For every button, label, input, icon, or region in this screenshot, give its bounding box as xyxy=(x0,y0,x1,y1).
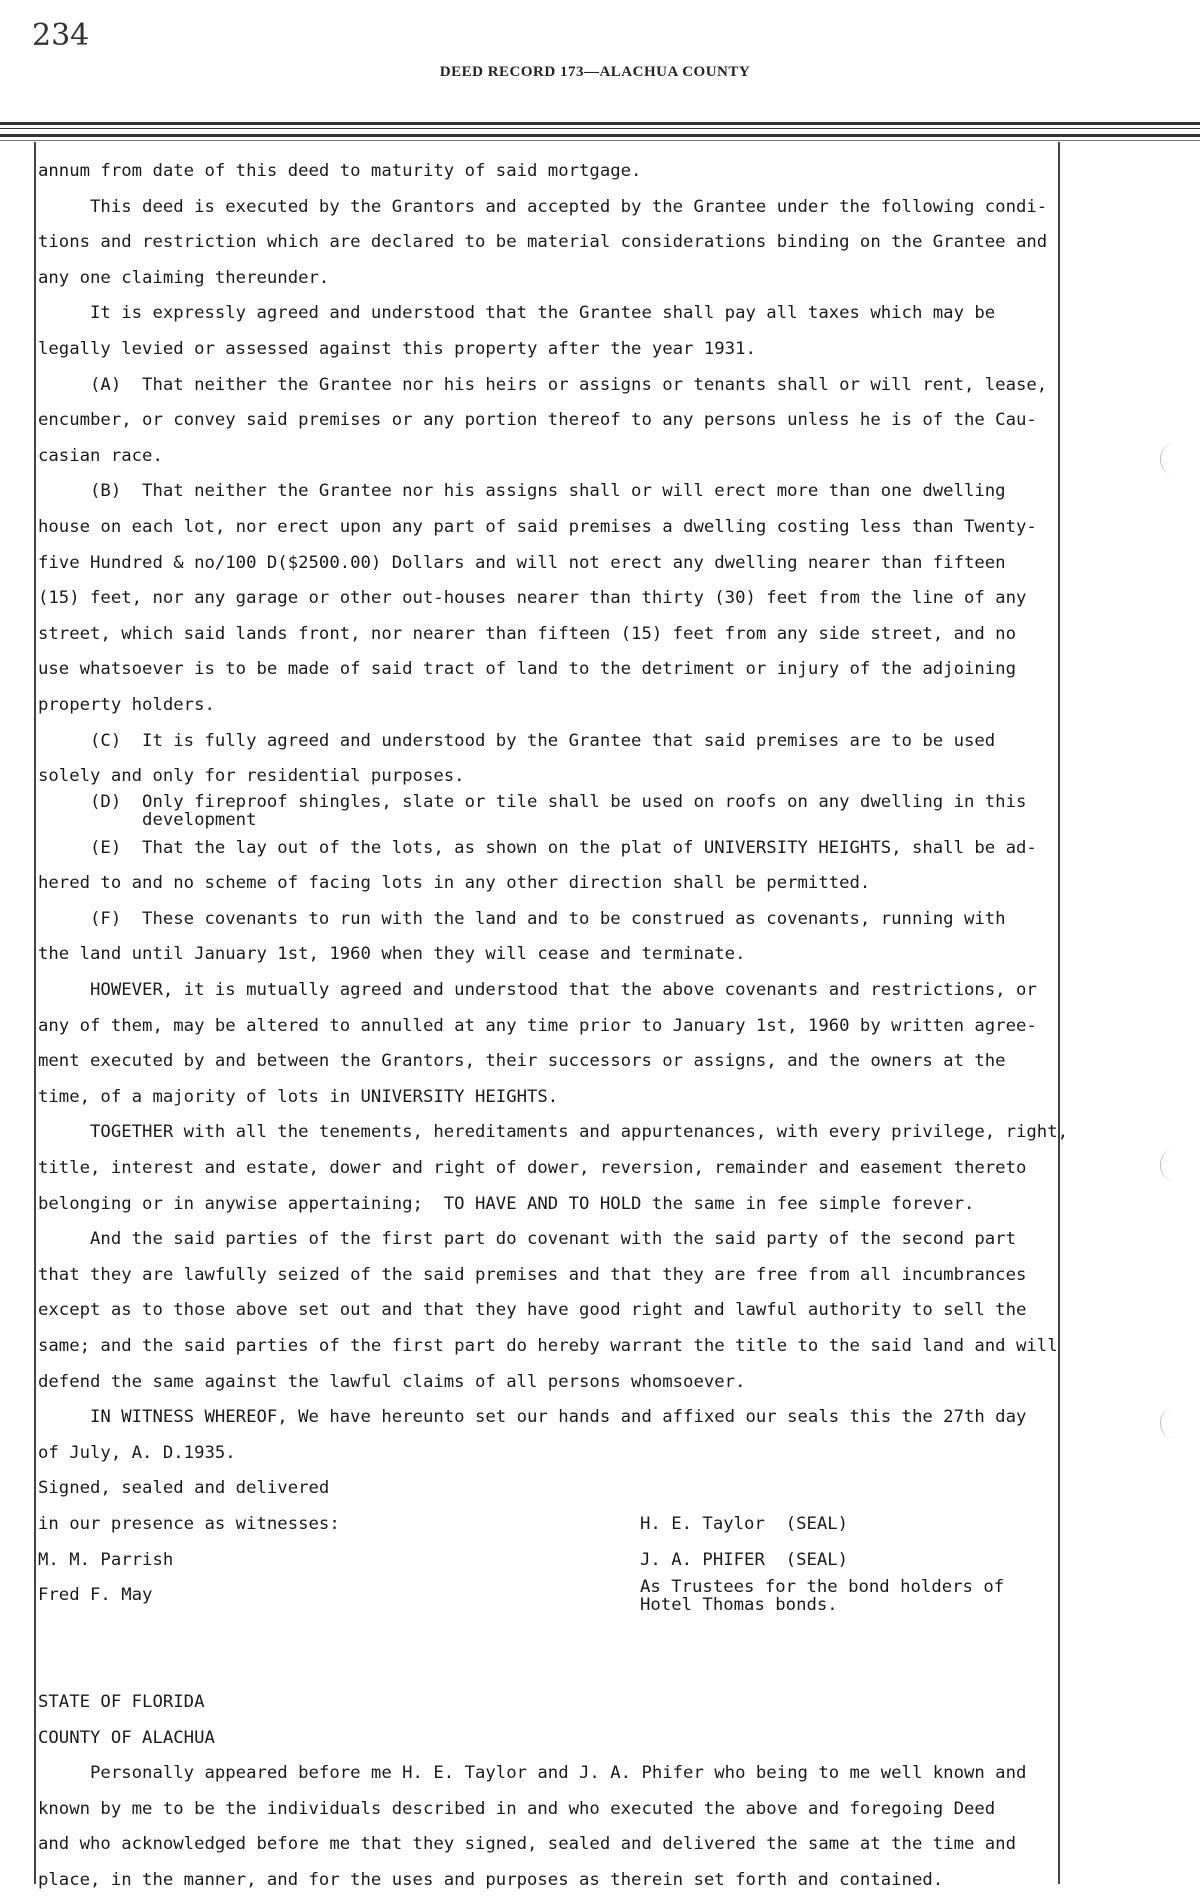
header-rule-top xyxy=(0,122,1200,125)
body-line: IN WITNESS WHEREOF, We have hereunto set our hands and affixed our seals this the 27th day xyxy=(38,1407,1027,1428)
body-line: It is expressly agreed and understood that the Grantee shall pay all taxes which may be xyxy=(38,303,996,324)
body-line: This deed is executed by the Grantors and accepted by the Grantee under the following condi- xyxy=(38,196,1048,217)
header-rule-mid xyxy=(0,128,1200,129)
body-line: (B) That neither the Grantee nor his assigns shall or will erect more than one dwelling xyxy=(38,481,1006,502)
body-line: house on each lot, nor erect upon any part of said premises a dwelling costing less than Twenty- xyxy=(38,516,1037,537)
margin-mark xyxy=(1160,1408,1183,1438)
body-line: use whatsoever is to be made of said tract of land to the detriment or injury of the adjoining xyxy=(38,659,1016,680)
body-line: the land until January 1st, 1960 when they will cease and terminate. xyxy=(38,944,746,965)
witness-intro: in our presence as witnesses: xyxy=(38,1513,340,1534)
witness-intro: Signed, sealed and delivered xyxy=(38,1478,330,1499)
header-rule-faint xyxy=(0,140,1200,141)
body-line: any one claiming thereunder. xyxy=(38,267,330,288)
body-line: any of them, may be altered to annulled at any time prior to January 1st, 1960 by written agree- xyxy=(38,1015,1037,1036)
body-line: (F) These covenants to run with the land and to be construed as covenants, running with xyxy=(38,908,1006,929)
margin-mark xyxy=(1160,1150,1183,1180)
acknowledgment-line: and who acknowledged before me that they signed, sealed and delivered the same at the time and xyxy=(38,1834,1016,1855)
body-line: (D) Only fireproof shingles, slate or tile shall be used on roofs on any dwelling in this xyxy=(38,791,1027,812)
body-line: And the said parties of the first part do covenant with the said party of the second part xyxy=(38,1229,1016,1250)
body-line: casian race. xyxy=(38,445,163,466)
body-line: annum from date of this deed to maturity of said mortgage. xyxy=(38,161,642,181)
acknowledgment-line: known by me to be the individuals described in and who executed the above and foregoing Deed xyxy=(38,1798,996,1819)
body-line: ment executed by and between the Grantors, their successors or assigns, and the owners at the xyxy=(38,1051,1006,1072)
body-line: encumber, or convey said premises or any portion thereof to any persons unless he is of the Cau- xyxy=(38,410,1037,431)
body-line: that they are lawfully seized of the said premises and that they are free from all incumbrances xyxy=(38,1264,1027,1285)
body-line: property holders. xyxy=(38,694,215,715)
acknowledgment-line: place, in the manner, and for the uses and purposes as therein set forth and contained. xyxy=(38,1869,944,1890)
body-line: legally levied or assessed against this property after the year 1931. xyxy=(38,338,756,359)
body-line: (A) That neither the Grantee nor his heirs or assigns or tenants shall or will rent, lease, xyxy=(38,374,1048,395)
acknowledgment-state: STATE OF FLORIDA xyxy=(38,1691,205,1712)
body-line: hered to and no scheme of facing lots in any other direction shall be permitted. xyxy=(38,873,871,894)
body-line: except as to those above set out and that they have good right and lawful authority to sell the xyxy=(38,1300,1027,1321)
trustees-note: Hotel Thomas bonds. xyxy=(640,1595,838,1616)
body-line: belonging or in anywise appertaining; TO HAVE AND TO HOLD the same in fee simple forever. xyxy=(38,1193,975,1214)
body-line: time, of a majority of lots in UNIVERSITY HEIGHTS. xyxy=(38,1086,559,1107)
body-line: (15) feet, nor any garage or other out-houses nearer than thirty (30) feet from the line of any xyxy=(38,588,1027,609)
acknowledgment-line: Personally appeared before me H. E. Taylor and J. A. Phifer who being to me well known and xyxy=(38,1763,1027,1784)
page-number: 234 xyxy=(32,18,90,53)
body-line: (C) It is fully agreed and understood by the Grantee that said premises are to be used xyxy=(38,730,996,751)
acknowledgment-county: COUNTY OF ALACHUA xyxy=(38,1727,215,1748)
body-line: of July, A. D.1935. xyxy=(38,1442,236,1463)
body-line: development xyxy=(38,809,257,830)
witness-name: M. M. Parrish xyxy=(38,1549,174,1570)
body-line: defend the same against the lawful claims of all persons whomsoever. xyxy=(38,1371,746,1392)
body-line: HOWEVER, it is mutually agreed and understood that the above covenants and restrictions, or xyxy=(38,980,1037,1001)
deed-body xyxy=(38,154,1068,1899)
left-margin-line xyxy=(34,142,36,1884)
body-line: five Hundred & no/100 D($2500.00) Dollars and will not erect any dwelling nearer than fifteen xyxy=(38,552,1006,573)
header-rule-bottom xyxy=(0,134,1200,137)
body-line: TOGETHER with all the tenements, hereditaments and appurtenances, with every privilege, right, xyxy=(38,1122,1069,1143)
margin-mark xyxy=(1160,444,1183,474)
grantor-signature: H. E. Taylor (SEAL) xyxy=(640,1513,849,1534)
body-line: tions and restriction which are declared to be material considerations binding on the Grantee and xyxy=(38,232,1048,253)
body-line: solely and only for residential purposes. xyxy=(38,766,465,787)
body-line: same; and the said parties of the first part do hereby warrant the title to the said land and will xyxy=(38,1336,1058,1356)
signature-block xyxy=(38,1471,1068,1685)
record-header-title: DEED RECORD 173—ALACHUA COUNTY xyxy=(439,64,751,80)
body-line: street, which said lands front, nor nearer than fifteen (15) feet from any side street, and no xyxy=(38,623,1016,644)
grantor-signature: J. A. PHIFER (SEAL) xyxy=(640,1549,849,1570)
trustees-note: As Trustees for the bond holders of xyxy=(640,1577,1005,1598)
body-line: title, interest and estate, dower and right of dower, reversion, remainder and easement thereto xyxy=(38,1158,1027,1179)
body-line: (E) That the lay out of the lots, as shown on the plat of UNIVERSITY HEIGHTS, shall be ad- xyxy=(38,837,1037,858)
witness-name: Fred F. May xyxy=(38,1585,153,1606)
